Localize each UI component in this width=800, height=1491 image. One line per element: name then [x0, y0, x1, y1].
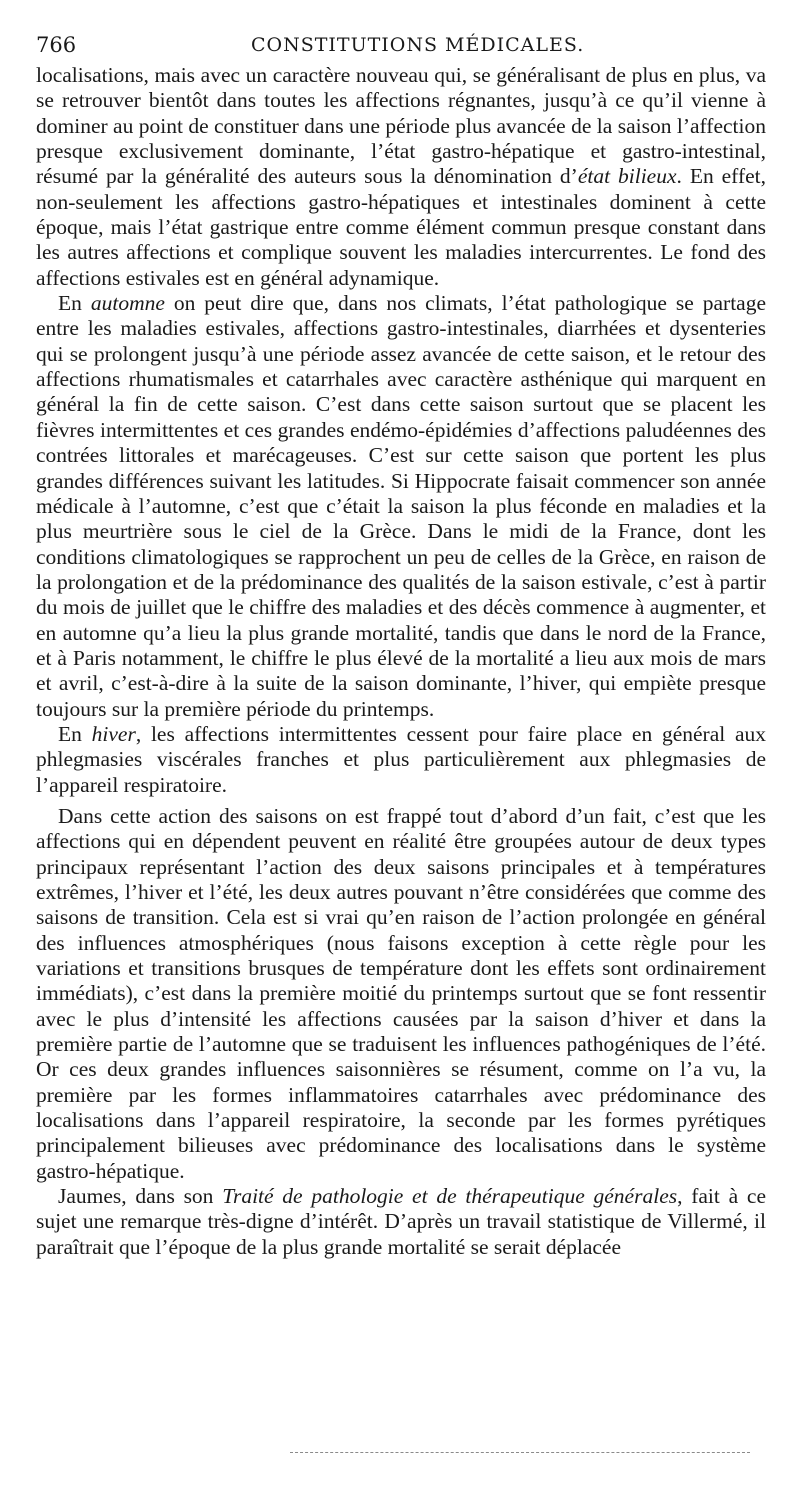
text-run: En [58, 721, 92, 746]
text-run: , fait à ce sujet une remarque très-digne d’intérêt. D’après un travail statistique de Villermé, il paraîtrait que l’époque de la plus grande mortalité se serait déplacée [36, 1184, 766, 1259]
running-title: CONSTITUTIONS MÉDICALES. [251, 34, 585, 56]
text-run: , les affections intermittentes cessent pour faire place en général aux phlegmasies viscérales franches et plus particulièrement aux phlegmasies de l’appareil respiratoire. [36, 721, 766, 797]
body-text [36, 63, 766, 1260]
page-header [36, 30, 766, 64]
text-run: on peut dire que, dans nos climats, l’état pathologique se partage entre les maladies estivales, affections gastro-intestinales, diarrhées et dysenteries qui se prolongent jusqu’à une période assez avancée de cette saison, et le retour des affections rhumatismales et catarrhales avec caractère asthénique qui marquent en général la fin de cette saison. C’est dans cette saison surtout que se placent les fièvres intermittentes et ces grandes endémo-épidémies d’affections paludéennes des contrées littorales et marécageuses. C’est sur cette saison que portent les plus grandes différences suivant les latitudes. Si Hippocrate faisait commencer son année médicale à l’automne, c’est que c’était la saison la plus féconde en maladies et la plus meurtrière sous le ciel de la Grèce. Dans le midi de la France, dont les conditions climatologiques se rapprochent un peu de celles de la Grèce, en raison de la prolongation et de la prédominance des qualités de la saison estivale, c’est à partir du mois de juillet que le chiffre des maladies et des décès commence à augmenter, et en automne qu’a lieu la plus grande mortalité, tandis que dans le nord de la France, et à Paris notamment, le chiffre le plus élevé de la mortalité a lieu aux mois de mars et avril, c’est-à-dire à la suite de la saison dominante, l’hiver, qui empiète presque toujours sur la première période du printemps. [36, 291, 767, 721]
italic-term: automne [90, 291, 165, 316]
text-run: En [58, 291, 91, 316]
italic-term: hiver [91, 721, 136, 746]
paragraph-winter [36, 722, 766, 798]
paragraph-seasons-action [36, 804, 766, 1184]
text-run: Jaumes, dans son [58, 1184, 223, 1209]
text-run: Dans cette action des saisons on est frappé tout d’abord d’un fait, c’est que les affections qui en dépendent peuvent en réalité être groupées autour de deux types principaux représentant l’action des deux saisons principales et à températures extrêmes, l’hiver et l’été, les deux autres pouvant n’être considérées que comme des saisons de transition. Cela est si vrai qu’en raison de l’action prolongée en général des influences atmosphériques (nous faisons exception à cette règle pour les variations et transitions brusques de température dont les effets sont ordinairement immédiats), c’est dans la première moitié du printemps surtout que se font ressentir avec le plus d’intensité les affections causées par la saison d’hiver et dans la première partie de l’automne que se traduisent les influences pathogéniques de l’été. Or ces deux grandes influences saisonnières se résument, comme on l’a vu, la première par les formes inflammatoires catarrhales avec prédominance des localisations dans l’appareil respiratoire, la seconde par les formes pyrétiques principalement bilieuses avec prédominance des localisations dans le système gastro-hépatique. [36, 803, 766, 1183]
text-run: localisations, mais avec un caractère nouveau qui, se généralisant de plus en plus, va se retrouver bientôt dans toutes les affections régnantes, jusqu’à ce qu’il vienne à dominer au point de constituer dans une période plus avancée de la saison l’affection presque exclusivement dominante, l’état gastro-hépatique et gastro-intestinal, résumé par la généralité des auteurs sous la dénomination d’ [36, 63, 766, 189]
text-run: . En effet, non-seulement les affections gastro-hépatiques et intestinales dominent à cette époque, mais l’état gastrique entre comme élément commun presque constant dans les autres affections et complique souvent les maladies intercurrentes. Le fond des affections estivales est en général adynamique. [36, 164, 767, 290]
paragraph-autumn [36, 291, 766, 722]
paragraph-summer-continuation [36, 63, 766, 291]
italic-book-title: Traité de pathologie et de thérapeutique générales [222, 1184, 678, 1209]
footer-rule [290, 1452, 750, 1453]
italic-term: état bilieux [577, 164, 677, 189]
page-number: 766 [36, 33, 77, 57]
paragraph-jaumes [36, 1184, 766, 1260]
